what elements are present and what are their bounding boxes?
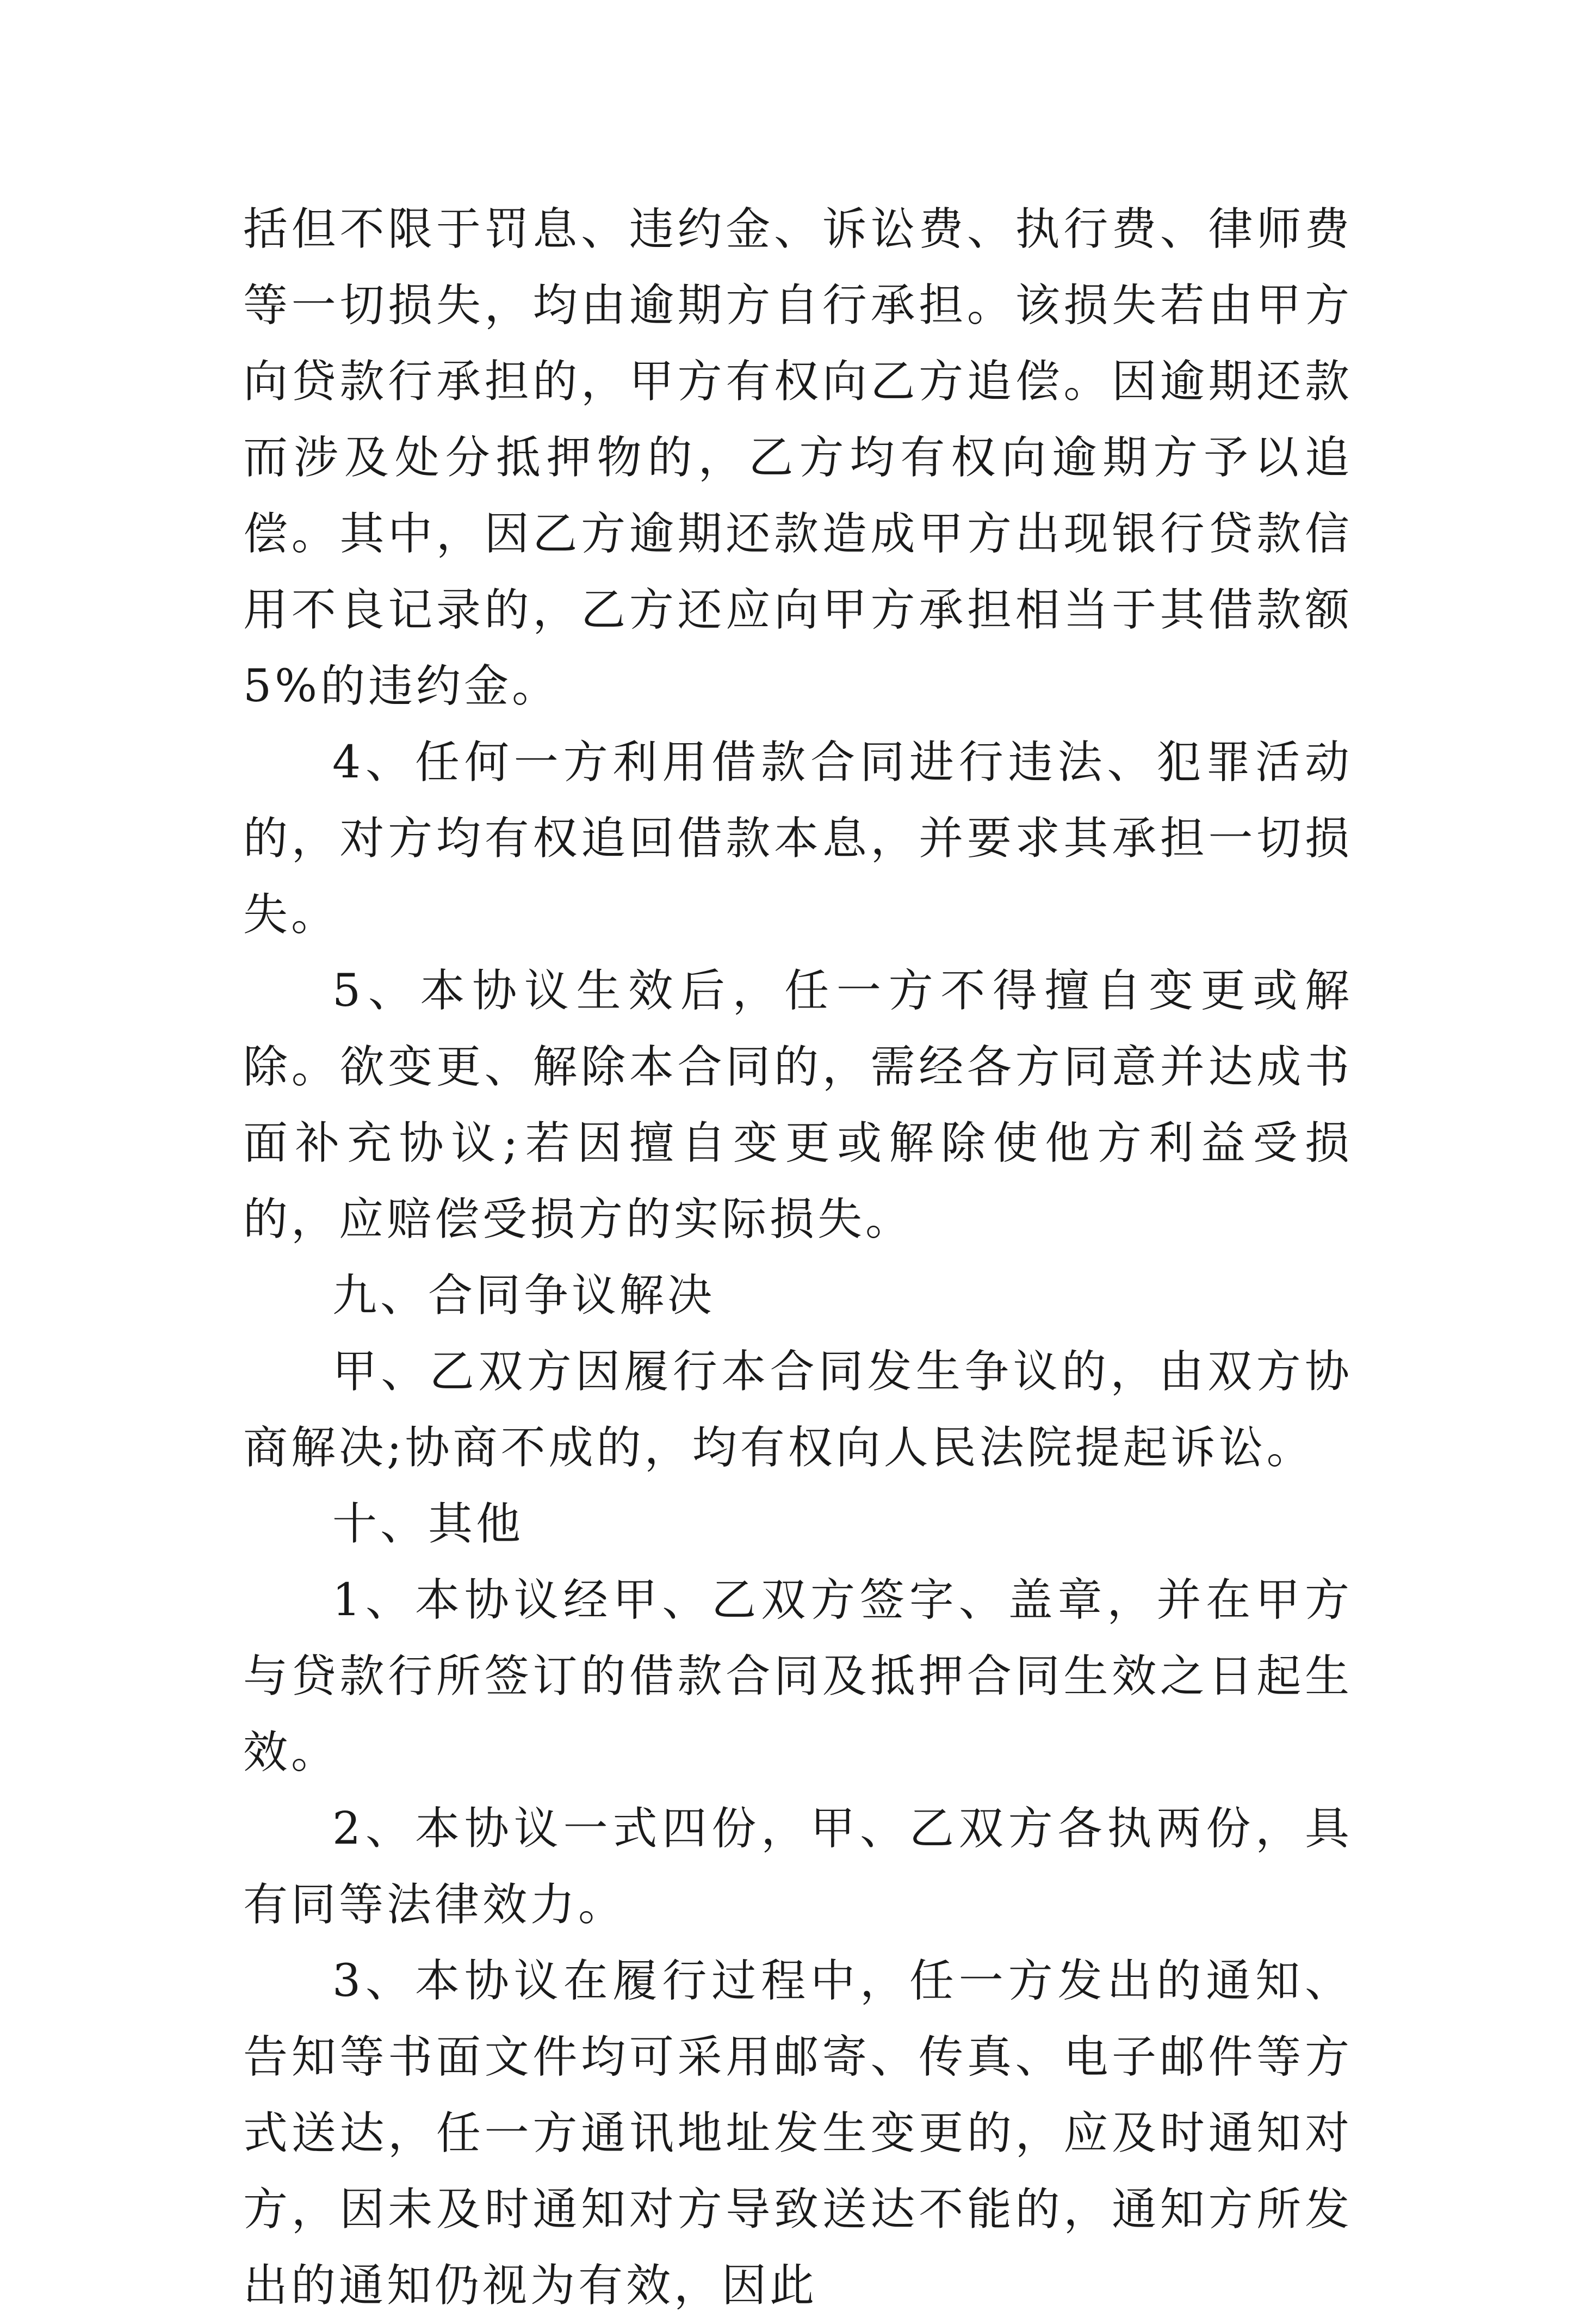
section-heading-dispute-resolution: 九、合同争议解决 [332,1270,716,1321]
section-heading-other: 十、其他 [332,1498,524,1550]
paragraph-other-2: 2、本协议一式四份，甲、乙双方各执两份，具有同等法律效力。 [243,1803,1353,1931]
document-body [243,191,1353,2324]
paragraph-clause-4: 4、任何一方利用借款合同进行违法、犯罪活动的，对方均有权追回借款本息，并要求其承担一切损失。 [243,737,1353,941]
paragraph-clause-5: 5、本协议生效后，任一方不得擅自变更或解除。欲变更、解除本合同的，需经各方同意并达成书面补充协议;若因擅自变更或解除使他方利益受损的，应赔偿受损方的实际损失。 [243,965,1353,1245]
paragraph-other-3: 3、本协议在履行过程中，任一方发出的通知、告知等书面文件均可采用邮寄、传真、电子邮件等方式送达，任一方通讯地址发生变更的，应及时通知对方，因未及时通知对方导致送达不能的，通知方所发出的通知仍视为有效，因此 [243,1955,1353,2311]
paragraph-other-1: 1、本协议经甲、乙双方签字、盖章，并在甲方与贷款行所签订的借款合同及抵押合同生效之日起生效。 [243,1574,1353,1778]
paragraph-dispute-resolution: 甲、乙双方因履行本合同发生争议的，由双方协商解决;协商不成的，均有权向人民法院提起诉讼。 [243,1346,1353,1474]
paragraph-liability-continued: 括但不限于罚息、违约金、诉讼费、执行费、律师费等一切损失，均由逾期方自行承担。该损失若由甲方向贷款行承担的，甲方有权向乙方追偿。因逾期还款而涉及处分抵押物的，乙方均有权向逾期方予以追偿。其中，因乙方逾期还款造成甲方出现银行贷款信用不良记录的，乙方还应向甲方承担相当于其借款额5%的违约金。 [243,203,1353,712]
